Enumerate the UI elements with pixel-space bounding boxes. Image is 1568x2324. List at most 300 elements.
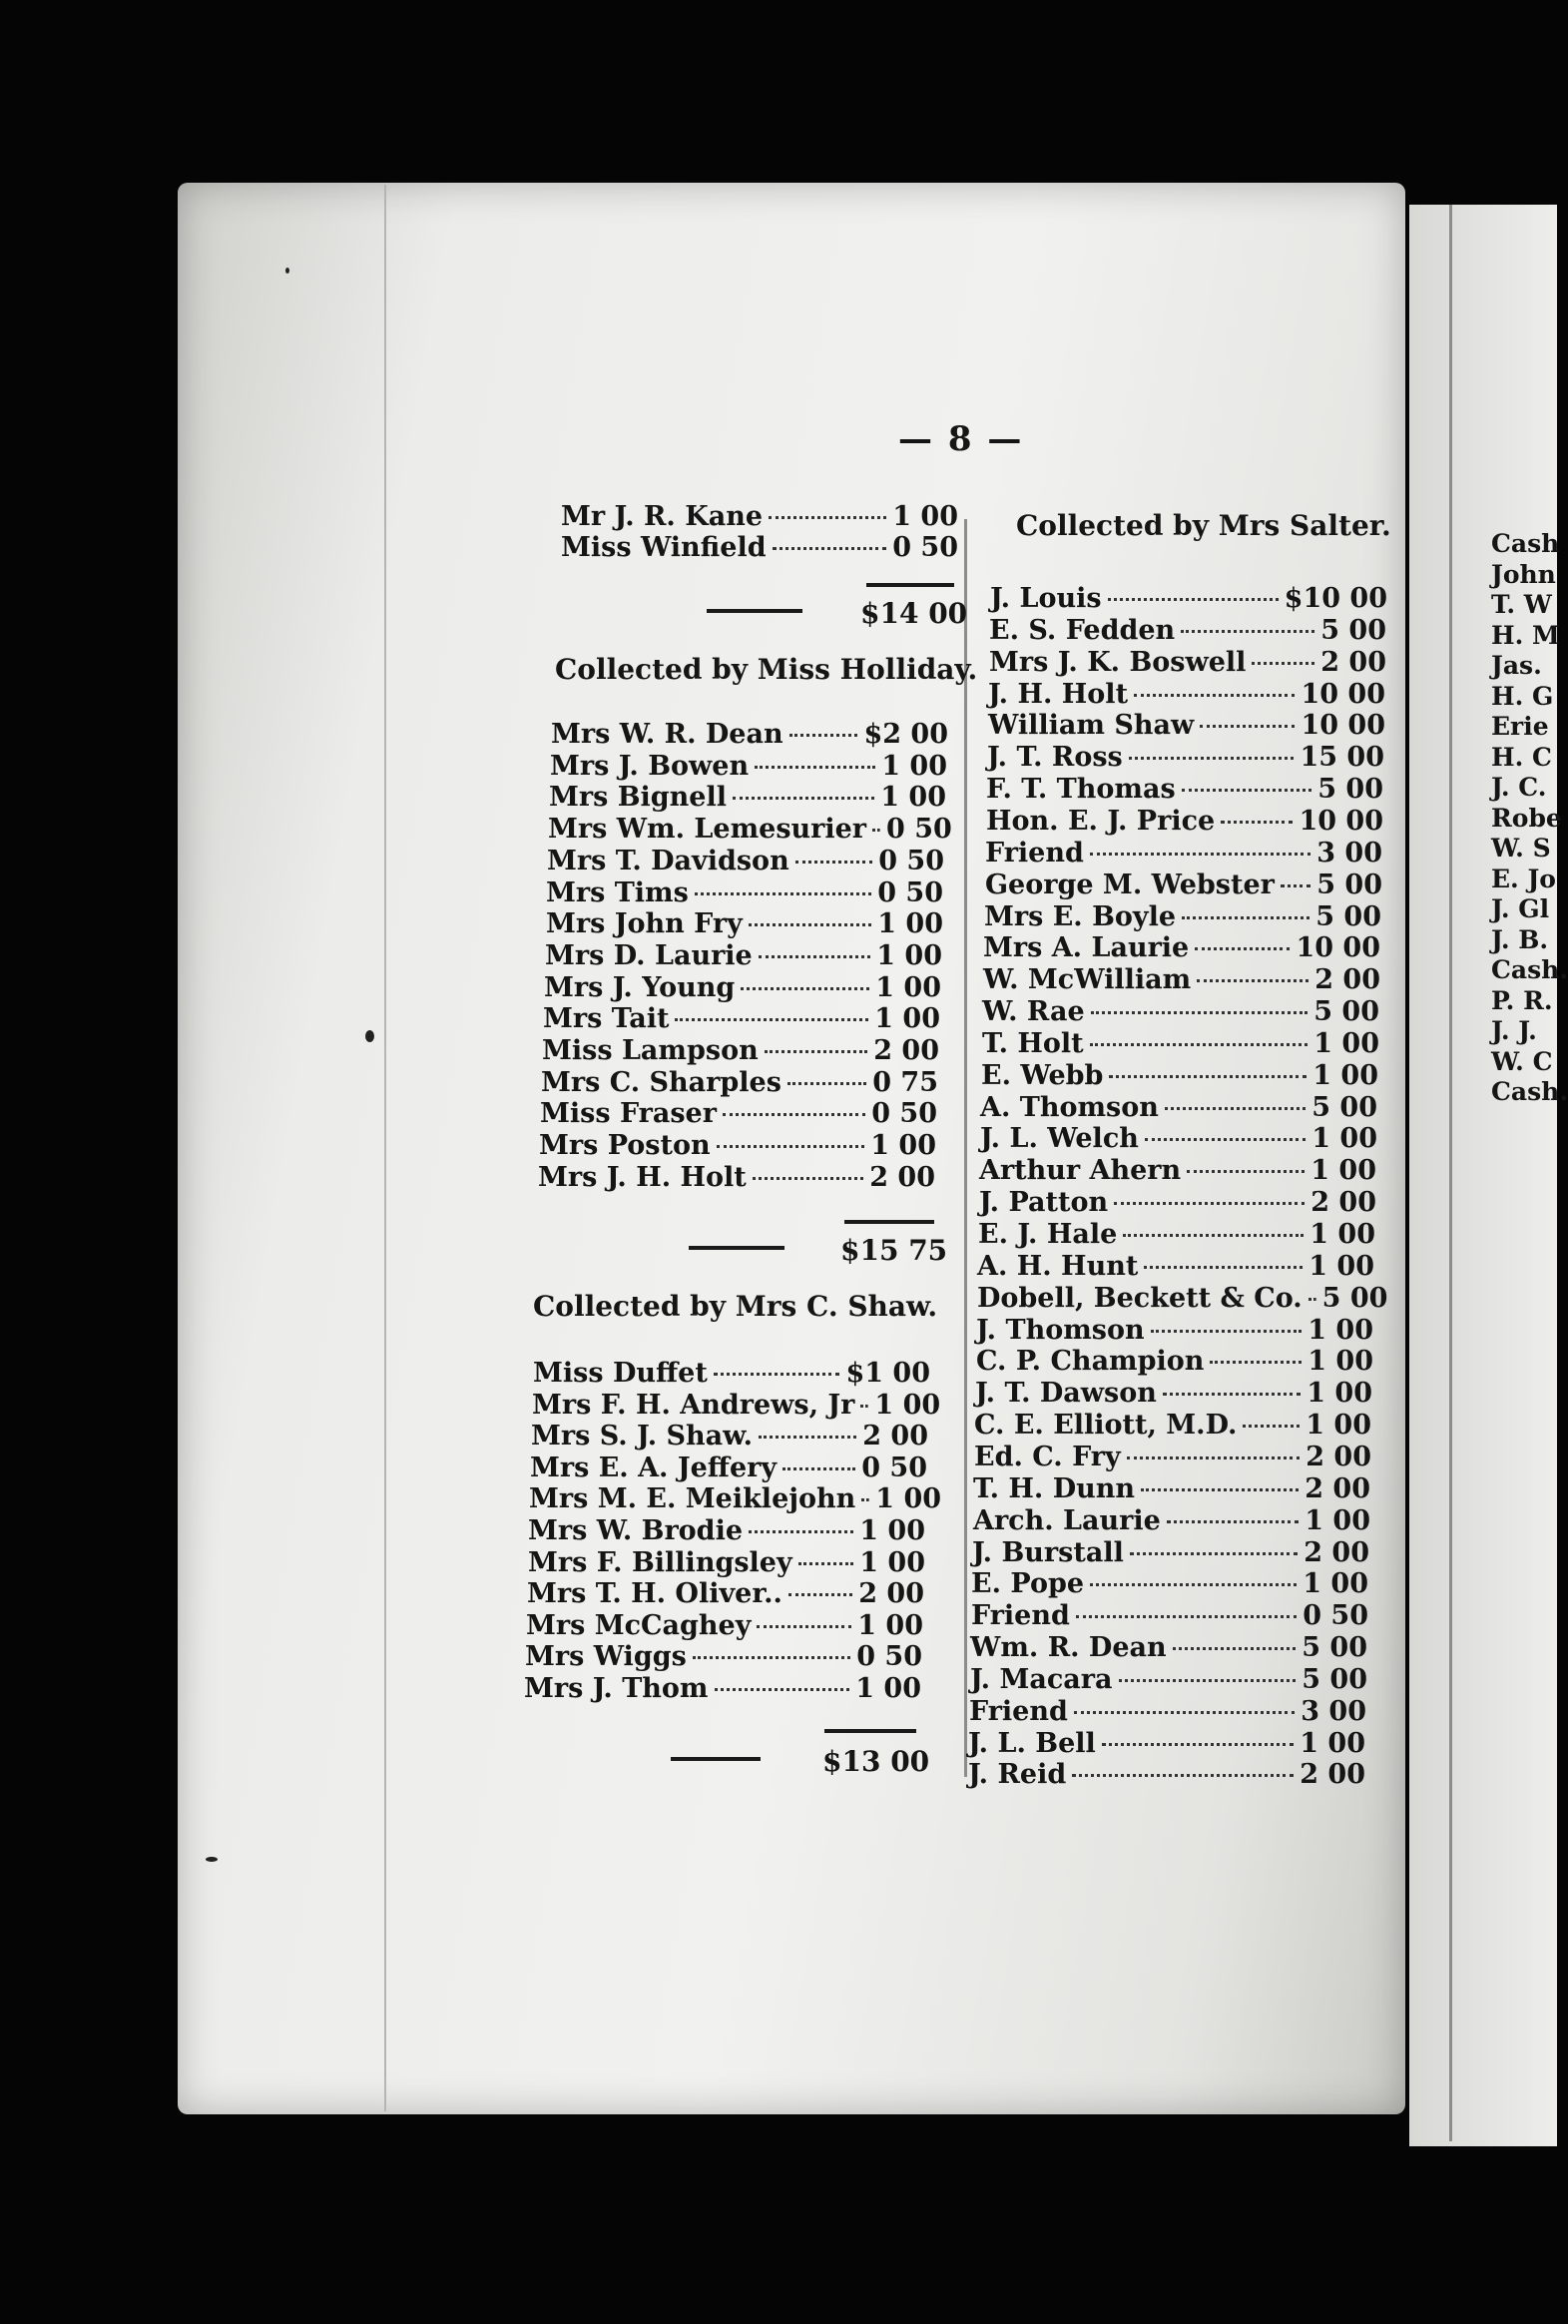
ink-speck — [365, 1030, 374, 1042]
leader-dots — [1109, 1075, 1307, 1078]
amount: $1 00 — [845, 1358, 930, 1389]
amount: 2 00 — [873, 1035, 939, 1066]
contribution-row — [969, 1696, 1366, 1727]
contribution-row — [529, 1483, 942, 1515]
leader-dots — [783, 1467, 855, 1470]
contribution-row — [973, 1505, 1370, 1536]
amount: 10 00 — [1301, 678, 1385, 710]
group-heading: Collected by Mrs C. Shaw. — [533, 1290, 938, 1323]
leader-dots — [675, 1018, 868, 1021]
total-rule — [844, 1220, 934, 1224]
contributor-name: Dobell, Beckett & Co. — [977, 1282, 1303, 1314]
amount: 0 50 — [861, 1452, 927, 1483]
contribution-row — [980, 1123, 1377, 1154]
cut-off-entry: E. Jo — [1491, 864, 1556, 893]
leader-dots — [765, 1050, 868, 1053]
contributor-name: Mrs McCaghey — [526, 1609, 752, 1641]
amount: 2 00 — [1306, 1441, 1371, 1472]
leader-dots — [1200, 725, 1295, 728]
contribution-row — [546, 908, 943, 939]
leader-dots — [714, 1373, 840, 1376]
contributor-name: Mrs M. E. Meiklejohn — [529, 1483, 856, 1515]
contribution-row — [546, 877, 943, 908]
leader-dots — [860, 1405, 868, 1408]
total-rule — [707, 609, 802, 613]
contribution-row — [983, 964, 1380, 995]
amount: 1 00 — [1305, 1504, 1370, 1536]
amount: 2 00 — [1310, 1187, 1376, 1219]
contributor-name: F. T. Thomas — [986, 774, 1176, 806]
leader-dots — [1281, 884, 1310, 887]
leader-dots — [1163, 1393, 1301, 1396]
amount: 0 50 — [856, 1641, 922, 1673]
contributor-name: Mrs Wiggs — [525, 1641, 687, 1673]
contribution-row — [968, 1728, 1365, 1759]
contributor-name: Friend — [969, 1695, 1068, 1727]
contributor-name: Mrs Tait — [543, 1003, 670, 1035]
cut-off-entry: J. C. — [1491, 773, 1547, 802]
contribution-row — [526, 1610, 923, 1641]
leader-dots — [757, 1625, 851, 1628]
contribution-row — [974, 1410, 1371, 1441]
group-total: $13 00 — [822, 1745, 930, 1778]
contributor-name: Mrs F. Billingsley — [528, 1546, 792, 1578]
leader-dots — [1141, 1488, 1299, 1491]
cut-off-entry: H. M — [1491, 620, 1560, 650]
contributor-name: Friend — [971, 1600, 1070, 1632]
contribution-row — [977, 1251, 1374, 1282]
leader-dots — [1144, 1266, 1303, 1269]
leader-dots — [1072, 1774, 1294, 1777]
column-divider — [964, 519, 967, 1777]
leader-dots — [1182, 789, 1312, 792]
contribution-row — [550, 751, 947, 782]
contribution-row — [541, 1067, 938, 1098]
leader-dots — [1252, 662, 1314, 665]
contributor-name: E. Webb — [981, 1059, 1104, 1091]
amount: 3 00 — [1301, 1695, 1366, 1727]
contribution-row — [989, 647, 1386, 678]
cut-off-entry: P. R. — [1491, 985, 1553, 1015]
leader-dots — [787, 1082, 866, 1085]
contribution-row — [543, 1003, 940, 1034]
cut-off-entry: T. W — [1491, 590, 1552, 619]
leader-dots — [1114, 1202, 1305, 1205]
leader-dots — [1090, 1583, 1297, 1586]
contribution-row — [538, 1162, 935, 1193]
contributor-name: T. H. Dunn — [973, 1472, 1136, 1504]
leader-dots — [1221, 821, 1293, 824]
contribution-row — [561, 532, 958, 563]
leader-dots — [693, 1656, 850, 1659]
cut-off-entry: J. B. — [1491, 924, 1549, 954]
contribution-row — [982, 996, 1379, 1027]
contribution-row — [525, 1641, 922, 1672]
leader-dots — [1167, 1520, 1299, 1523]
contributor-name: E. S. Fedden — [989, 614, 1176, 646]
contributor-name: Mrs C. Sharples — [541, 1066, 782, 1098]
contribution-row — [530, 1452, 927, 1483]
amount: 1 00 — [876, 939, 942, 971]
contribution-row — [972, 1537, 1369, 1568]
contribution-row — [540, 1098, 937, 1129]
leader-dots — [755, 766, 875, 769]
contributor-name: Mrs John Fry — [546, 908, 743, 940]
contributor-name: Mrs Poston — [539, 1130, 711, 1162]
contributor-name: W. Rae — [982, 996, 1085, 1028]
amount: 1 00 — [1313, 1027, 1379, 1059]
contribution-row — [544, 972, 941, 1003]
leader-dots — [1165, 1107, 1306, 1110]
contribution-row — [542, 1035, 939, 1066]
contributor-name: J. Reid — [968, 1759, 1067, 1791]
contribution-row — [551, 719, 948, 750]
amount: 1 00 — [874, 1003, 940, 1035]
contribution-row — [527, 1578, 924, 1609]
leader-dots — [1182, 916, 1309, 919]
amount: 1 00 — [870, 1130, 936, 1162]
leader-dots — [1074, 1711, 1295, 1714]
contributor-name: J. H. Holt — [988, 678, 1129, 710]
contribution-row — [985, 838, 1382, 869]
adjacent-page-edge — [1409, 205, 1568, 2146]
amount: 5 00 — [1317, 774, 1383, 806]
contributor-name: E. Pope — [971, 1568, 1085, 1600]
contribution-row — [970, 1632, 1367, 1663]
contribution-row — [549, 782, 946, 813]
amount: 1 00 — [1307, 1314, 1373, 1346]
contributor-name: Mrs E. Boyle — [984, 900, 1177, 932]
contribution-row — [533, 1358, 930, 1389]
contributor-name: Mrs Wm. Lemesurier — [548, 814, 867, 846]
amount: 2 00 — [1300, 1759, 1365, 1791]
leader-dots — [1151, 1330, 1303, 1333]
contribution-row — [980, 1092, 1377, 1123]
cut-off-entry: J. Gl — [1491, 894, 1550, 923]
leader-dots — [798, 1562, 854, 1565]
contribution-row — [532, 1389, 941, 1421]
cut-off-entry: Cash — [1491, 529, 1560, 558]
contributor-name: Friend — [985, 837, 1084, 869]
contribution-row — [971, 1568, 1368, 1599]
contributor-name: Mrs J. Young — [544, 971, 736, 1003]
leader-dots — [1308, 1298, 1316, 1301]
amount: 1 00 — [874, 1389, 941, 1421]
contributor-name: T. Holt — [982, 1027, 1084, 1059]
amount: 5 00 — [1313, 996, 1379, 1028]
contributor-name: E. J. Hale — [978, 1219, 1118, 1250]
contributor-name: J. Burstall — [972, 1536, 1124, 1568]
amount: 1 00 — [1300, 1727, 1365, 1759]
amount: 10 00 — [1296, 932, 1380, 964]
amount: 1 00 — [877, 908, 943, 940]
contributor-name: J. Thomson — [976, 1314, 1145, 1346]
contributor-name: C. P. Champion — [976, 1346, 1205, 1378]
amount: 2 00 — [869, 1161, 935, 1193]
leader-dots — [1173, 1647, 1297, 1650]
contribution-row — [984, 901, 1381, 932]
amount: 2 00 — [1304, 1536, 1369, 1568]
amount: 0 50 — [877, 876, 943, 908]
contribution-row — [986, 806, 1383, 837]
amount: 5 00 — [1315, 900, 1381, 932]
leader-dots — [1076, 1615, 1297, 1618]
contributor-name: Arthur Ahern — [979, 1155, 1182, 1187]
amount: 1 00 — [857, 1609, 923, 1641]
contributor-name: A. Thomson — [980, 1091, 1159, 1123]
leader-dots — [759, 955, 871, 958]
amount: 5 00 — [1320, 614, 1386, 646]
contributor-name: C. E. Elliott, M.D. — [974, 1410, 1238, 1442]
contribution-row — [990, 583, 1387, 614]
amount: 2 00 — [1320, 646, 1386, 678]
amount: 1 00 — [1306, 1410, 1371, 1442]
contributor-name: Mrs J. H. Holt — [538, 1161, 747, 1193]
contributor-name: Mrs A. Laurie — [983, 932, 1190, 964]
ink-speck — [206, 1857, 218, 1862]
contribution-row — [988, 679, 1385, 710]
contributor-name: W. McWilliam — [983, 964, 1192, 996]
leader-dots — [715, 1688, 850, 1691]
amount: 2 00 — [858, 1578, 924, 1610]
group-total: $15 75 — [840, 1234, 948, 1267]
page-margin-rule — [384, 185, 386, 2111]
cut-off-entry: W. C — [1491, 1046, 1553, 1076]
contribution-row — [531, 1421, 928, 1452]
contributor-name: Mrs W. R. Dean — [551, 719, 784, 750]
contributor-name: Mrs S. J. Shaw. — [531, 1421, 754, 1452]
contributor-name: Arch. Laurie — [973, 1504, 1161, 1536]
leader-dots — [795, 861, 873, 864]
amount: 5 00 — [1302, 1663, 1367, 1695]
amount: 0 50 — [886, 814, 952, 846]
leader-dots — [717, 1145, 865, 1148]
total-rule — [866, 583, 954, 587]
leader-dots — [1102, 1743, 1294, 1746]
contributor-name: J. L. Welch — [980, 1123, 1139, 1155]
contributor-name: Wm. R. Dean — [970, 1632, 1167, 1664]
contributor-name: Miss Duffet — [533, 1358, 708, 1389]
contributor-name: J. Louis — [990, 583, 1102, 614]
leader-dots — [861, 1498, 869, 1501]
cut-off-entry: W. S — [1491, 834, 1551, 863]
amount: 1 00 — [859, 1546, 925, 1578]
leader-dots — [872, 829, 880, 832]
contributor-name: Miss Fraser — [540, 1098, 717, 1130]
contribution-row — [970, 1664, 1367, 1695]
amount: 5 00 — [1316, 869, 1382, 900]
contributor-name: J. Patton — [979, 1187, 1109, 1219]
contribution-row — [982, 1028, 1379, 1059]
leader-dots — [1197, 979, 1308, 982]
contributor-name: Mrs D. Laurie — [545, 939, 753, 971]
cut-off-entry: Robe — [1491, 803, 1562, 833]
amount: 1 00 — [855, 1673, 921, 1704]
cut-off-entry: Jas. — [1491, 651, 1542, 680]
leader-dots — [1091, 1011, 1308, 1014]
amount: 15 00 — [1300, 742, 1384, 774]
amount: 5 00 — [1311, 1091, 1377, 1123]
amount: 1 00 — [892, 501, 958, 532]
contributor-name: Mrs J. Thom — [524, 1673, 709, 1704]
amount: 1 00 — [1303, 1568, 1368, 1600]
contribution-row — [989, 615, 1386, 646]
contributor-name: J. T. Ross — [987, 742, 1123, 774]
cut-off-entry: Erie — [1491, 712, 1549, 741]
amount: 1 00 — [859, 1515, 925, 1546]
leader-dots — [753, 1177, 863, 1180]
contributor-name: Ed. C. Fry — [974, 1441, 1121, 1472]
leader-dots — [1129, 757, 1295, 760]
contribution-row — [981, 1060, 1378, 1091]
contributor-name: George M. Webster — [985, 869, 1275, 900]
contributor-name: J. T. Dawson — [975, 1378, 1157, 1410]
contribution-row — [968, 1759, 1365, 1790]
contribution-row — [528, 1515, 925, 1546]
cut-off-entry: H. G — [1491, 681, 1554, 711]
cut-off-entry: J. J. — [1491, 1016, 1537, 1045]
contribution-row — [548, 814, 952, 846]
leader-dots — [1127, 1456, 1301, 1459]
cut-off-entry: Cash. — [1491, 1077, 1568, 1106]
leader-dots — [1243, 1425, 1300, 1428]
leader-dots — [1145, 1138, 1306, 1141]
leader-dots — [1090, 1043, 1308, 1046]
contributor-name: Mrs T. Davidson — [547, 845, 789, 876]
amount: 0 50 — [878, 845, 944, 876]
leader-dots — [1195, 947, 1290, 950]
amount: 0 50 — [892, 532, 958, 563]
leader-dots — [723, 1113, 865, 1116]
leader-dots — [1181, 630, 1314, 633]
cut-off-entry: Cash. — [1491, 955, 1568, 984]
leader-dots — [759, 1436, 856, 1439]
contribution-row — [977, 1282, 1388, 1314]
amount: 1 00 — [1307, 1378, 1372, 1410]
amount: 10 00 — [1301, 710, 1385, 742]
contributor-name: William Shaw — [988, 710, 1195, 742]
contribution-row — [545, 940, 942, 971]
leader-dots — [695, 892, 871, 895]
amount: 5 00 — [1302, 1632, 1367, 1664]
cut-off-entry: H. C — [1491, 742, 1552, 772]
amount: 1 00 — [880, 782, 946, 814]
contributor-name: Mrs J. K. Boswell — [989, 646, 1247, 678]
leader-dots — [1123, 1234, 1304, 1237]
amount: 2 00 — [862, 1421, 928, 1452]
contributor-name: J. L. Bell — [968, 1727, 1096, 1759]
cut-off-entry: John — [1491, 559, 1556, 589]
contribution-row — [524, 1673, 921, 1704]
leader-dots — [1090, 853, 1310, 856]
contributor-name: Mrs T. H. Oliver.. — [527, 1578, 783, 1610]
contribution-row — [979, 1155, 1376, 1186]
leader-dots — [773, 547, 887, 550]
amount: 1 00 — [1310, 1155, 1376, 1187]
contribution-row — [539, 1130, 936, 1161]
contribution-row — [976, 1346, 1373, 1377]
contributor-name: Mr J. R. Kane — [561, 501, 763, 532]
leader-dots — [1134, 694, 1295, 697]
contributor-name: Miss Winfield — [561, 532, 767, 563]
leader-dots — [749, 1530, 853, 1533]
group-heading: Collected by Mrs Salter. — [1016, 509, 1391, 542]
contribution-row — [978, 1219, 1375, 1250]
amount: $10 00 — [1284, 583, 1387, 614]
page-number: — 8 — — [898, 419, 1024, 459]
amount: 1 00 — [1312, 1059, 1378, 1091]
amount: 1 00 — [1309, 1219, 1375, 1250]
leader-dots — [769, 516, 886, 519]
leader-dots — [1130, 1552, 1298, 1555]
contribution-row — [561, 501, 958, 532]
contribution-row — [971, 1600, 1368, 1631]
amount: 3 00 — [1316, 837, 1382, 869]
page-gutter-rule — [1449, 205, 1452, 2141]
leader-dots — [1108, 598, 1279, 601]
amount: 1 00 — [1307, 1346, 1373, 1378]
ink-speck — [285, 268, 289, 274]
total-rule — [824, 1729, 916, 1733]
leader-dots — [733, 797, 874, 800]
group-heading: Collected by Miss Holliday. — [555, 653, 978, 686]
leader-dots — [741, 987, 869, 990]
contributor-name: Mrs F. H. Andrews, Jr — [532, 1389, 855, 1421]
contribution-row — [986, 774, 1383, 805]
leader-dots — [1119, 1679, 1297, 1682]
contributor-name: Mrs Bignell — [549, 782, 727, 814]
amount: 10 00 — [1299, 805, 1383, 837]
contributor-name: Mrs J. Bowen — [550, 750, 750, 782]
leader-dots — [749, 923, 871, 926]
contribution-row — [985, 870, 1382, 900]
contributor-name: Miss Lampson — [542, 1035, 759, 1066]
amount: 1 00 — [1311, 1123, 1377, 1155]
total-rule — [689, 1246, 784, 1250]
contribution-row — [976, 1315, 1373, 1346]
leader-dots — [788, 1593, 852, 1596]
contribution-row — [975, 1378, 1372, 1409]
amount: 0 75 — [872, 1066, 938, 1098]
contribution-row — [987, 742, 1384, 773]
amount: 5 00 — [1321, 1282, 1388, 1314]
contributor-name: Hon. E. J. Price — [986, 805, 1216, 837]
contributor-name: Mrs W. Brodie — [528, 1515, 743, 1546]
amount: 0 50 — [871, 1098, 937, 1130]
amount: 2 00 — [1305, 1472, 1370, 1504]
leader-dots — [1187, 1170, 1305, 1173]
contribution-row — [973, 1473, 1370, 1504]
contribution-row — [983, 932, 1380, 963]
contribution-row — [974, 1442, 1371, 1472]
contribution-row — [979, 1187, 1376, 1218]
contributor-name: Mrs Tims — [546, 876, 689, 908]
leader-dots — [789, 734, 858, 737]
contributor-name: A. H. Hunt — [977, 1250, 1139, 1282]
contributor-name: J. Macara — [970, 1663, 1113, 1695]
contribution-row — [547, 846, 944, 876]
contribution-row — [988, 710, 1385, 741]
amount: 0 50 — [1303, 1600, 1368, 1632]
contribution-row — [528, 1547, 925, 1578]
amount: $2 00 — [863, 719, 948, 750]
contributor-name: Mrs E. A. Jeffery — [530, 1452, 778, 1483]
amount: 1 00 — [1308, 1250, 1374, 1282]
amount: 1 00 — [875, 1483, 942, 1515]
amount: 1 00 — [875, 971, 941, 1003]
amount: 2 00 — [1314, 964, 1380, 996]
total-rule — [671, 1757, 761, 1761]
